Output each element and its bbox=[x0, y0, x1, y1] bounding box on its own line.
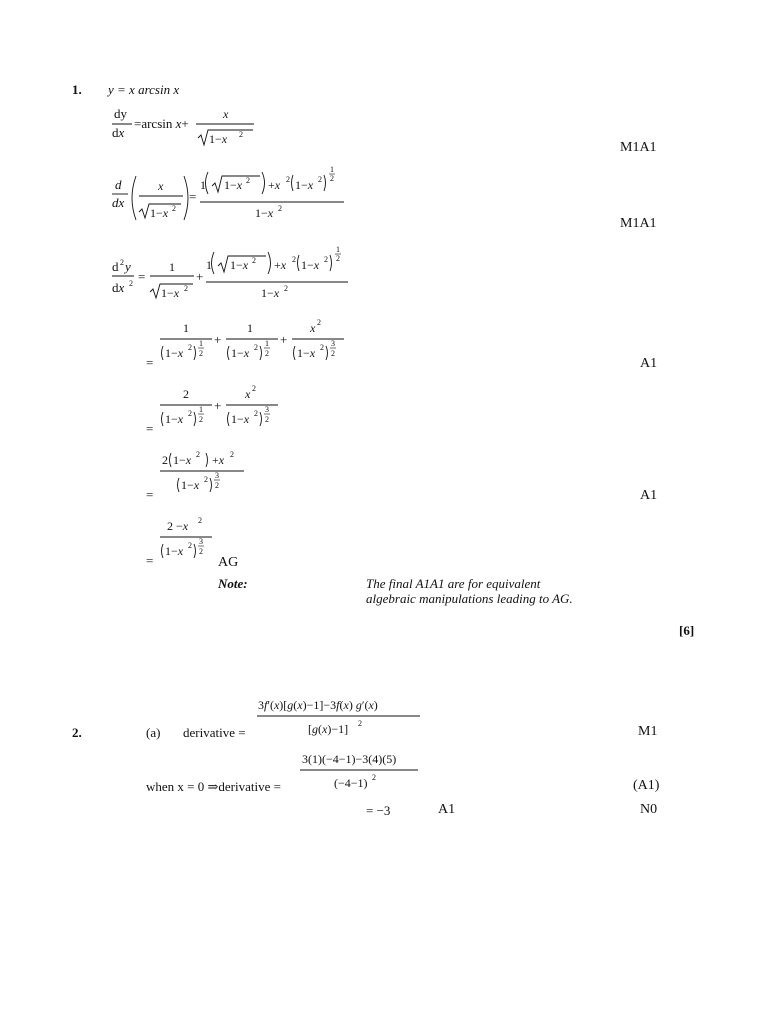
svg-text:2: 2 bbox=[254, 343, 258, 352]
svg-text:3: 3 bbox=[199, 537, 203, 546]
svg-text:2: 2 bbox=[199, 349, 203, 358]
first-derivative-equation bbox=[108, 104, 268, 150]
svg-text:2: 2 bbox=[252, 256, 256, 265]
question-2-number: 2. bbox=[72, 725, 82, 740]
svg-text:2: 2 bbox=[358, 719, 362, 728]
svg-text:+: + bbox=[280, 332, 288, 347]
svg-text:2: 2 bbox=[188, 343, 192, 352]
svg-text:1: 1 bbox=[265, 339, 269, 348]
svg-text:2: 2 bbox=[162, 453, 168, 467]
svg-text:1: 1 bbox=[169, 260, 175, 274]
svg-text:+x: +x bbox=[268, 178, 281, 192]
svg-text:x: x bbox=[245, 387, 251, 401]
svg-text:1−x: 1−x bbox=[165, 346, 184, 360]
substituted-expression bbox=[296, 744, 426, 794]
simplification-step-1 bbox=[140, 312, 360, 372]
svg-text:2: 2 bbox=[330, 174, 334, 183]
svg-text:d: d bbox=[112, 259, 119, 274]
svg-text:1−x: 1−x bbox=[295, 178, 314, 192]
svg-text:2: 2 bbox=[292, 255, 296, 264]
svg-text:1−x: 1−x bbox=[161, 286, 180, 300]
question-1-statement: y = x arcsin x bbox=[108, 82, 180, 97]
svg-text:1: 1 bbox=[206, 258, 212, 272]
svg-text:2: 2 bbox=[286, 175, 290, 184]
svg-text:1: 1 bbox=[199, 339, 203, 348]
svg-text:x: x bbox=[310, 321, 316, 335]
svg-text:2: 2 bbox=[324, 255, 328, 264]
mark-q2-line2: (A1) bbox=[633, 778, 660, 793]
svg-text:3(1)(−4−1)−3(4)(5): 3(1)(−4−1)−3(4)(5) bbox=[302, 752, 397, 766]
svg-text:2: 2 bbox=[254, 409, 258, 418]
svg-text:2: 2 bbox=[336, 254, 340, 263]
svg-text:1−x: 1−x bbox=[165, 412, 184, 426]
derivative-label: derivative = bbox=[183, 725, 246, 740]
mark-q2-line3: N0 bbox=[640, 802, 658, 817]
simplification-step-3 bbox=[140, 444, 260, 504]
svg-text:1−x: 1−x bbox=[224, 178, 243, 192]
svg-text:2: 2 bbox=[320, 343, 324, 352]
svg-text:1: 1 bbox=[336, 245, 340, 254]
simplification-step-2 bbox=[140, 378, 290, 438]
svg-text:2: 2 bbox=[196, 450, 200, 459]
svg-text:+x: +x bbox=[212, 453, 225, 467]
svg-text:2: 2 bbox=[239, 130, 243, 139]
answer-given-label: AG bbox=[218, 555, 239, 570]
svg-text:1−x: 1−x bbox=[261, 286, 280, 300]
svg-text:[g(x)−1]: [g(x)−1] bbox=[308, 722, 349, 736]
note-label: Note: bbox=[218, 576, 248, 591]
quotient-derivative-equation bbox=[108, 160, 358, 232]
svg-text:dx: dx bbox=[112, 280, 125, 295]
result-mark: A1 bbox=[438, 802, 456, 817]
mark-q1-line2: M1A1 bbox=[620, 216, 657, 231]
svg-text:2: 2 bbox=[246, 176, 250, 185]
svg-text:1−x: 1−x bbox=[231, 412, 250, 426]
svg-text:1−x: 1−x bbox=[255, 206, 274, 220]
svg-text:dy: dy bbox=[114, 106, 127, 121]
svg-text:2: 2 bbox=[372, 773, 376, 782]
svg-text:2: 2 bbox=[184, 284, 188, 293]
mark-q1-line4: A1 bbox=[640, 488, 658, 503]
svg-text:x: x bbox=[158, 179, 164, 193]
svg-text:x: x bbox=[223, 107, 229, 121]
svg-text:=arcsin x+: =arcsin x+ bbox=[134, 116, 189, 131]
svg-text:2: 2 bbox=[120, 258, 124, 267]
svg-text:y: y bbox=[125, 259, 131, 274]
mark-q1-line1: M1A1 bbox=[620, 140, 657, 155]
note-text: The final A1A1 are for equivalent algebraic manipulations leading to AG. bbox=[366, 576, 573, 606]
svg-text:2: 2 bbox=[129, 279, 133, 288]
when-x-zero-label: when x = 0 ⇒derivative = bbox=[146, 779, 281, 794]
svg-text:3: 3 bbox=[215, 471, 219, 480]
svg-text:1−x: 1−x bbox=[150, 206, 169, 220]
svg-text:=: = bbox=[138, 269, 146, 284]
svg-text:+: + bbox=[196, 269, 204, 284]
svg-text:1−x: 1−x bbox=[301, 258, 320, 272]
svg-text:1: 1 bbox=[330, 165, 334, 174]
svg-text:2: 2 bbox=[198, 516, 202, 525]
svg-text:3: 3 bbox=[265, 405, 269, 414]
svg-text:=: = bbox=[146, 355, 154, 370]
svg-text:+: + bbox=[214, 332, 222, 347]
svg-text:2 −x: 2 −x bbox=[167, 519, 189, 533]
svg-text:2: 2 bbox=[199, 547, 203, 556]
second-derivative-equation bbox=[108, 238, 358, 310]
svg-text:1: 1 bbox=[199, 405, 203, 414]
svg-text:1−x: 1−x bbox=[181, 478, 200, 492]
svg-text:2: 2 bbox=[188, 541, 192, 550]
svg-text:1−x: 1−x bbox=[165, 544, 184, 558]
svg-text:2: 2 bbox=[318, 175, 322, 184]
final-result-equation bbox=[140, 510, 220, 570]
svg-text:1−x: 1−x bbox=[209, 132, 228, 146]
svg-text:2: 2 bbox=[331, 349, 335, 358]
svg-text:1−x: 1−x bbox=[231, 346, 250, 360]
question-2-part-a: (a) bbox=[146, 725, 161, 740]
svg-text:2: 2 bbox=[317, 318, 321, 327]
svg-text:1−x: 1−x bbox=[297, 346, 316, 360]
quotient-rule-expression bbox=[252, 690, 427, 742]
svg-text:2: 2 bbox=[252, 384, 256, 393]
svg-text:2: 2 bbox=[199, 415, 203, 424]
svg-text:+x: +x bbox=[274, 258, 287, 272]
svg-text:2: 2 bbox=[172, 204, 176, 213]
result-value: = −3 bbox=[366, 803, 391, 818]
svg-text:3f′(x)[g(x)−1]−3f(x) g′(x): 3f′(x)[g(x)−1]−3f(x) g′(x) bbox=[258, 698, 378, 712]
svg-text:2: 2 bbox=[215, 481, 219, 490]
question-1-number: 1. bbox=[72, 82, 82, 97]
svg-text:dx: dx bbox=[112, 195, 125, 210]
svg-text:(−4−1): (−4−1) bbox=[334, 776, 368, 790]
svg-text:2: 2 bbox=[230, 450, 234, 459]
svg-text:1: 1 bbox=[183, 321, 189, 335]
svg-text:2: 2 bbox=[183, 387, 189, 401]
svg-text:1: 1 bbox=[247, 321, 253, 335]
svg-text:3: 3 bbox=[331, 339, 335, 348]
svg-text:1−x: 1−x bbox=[230, 258, 249, 272]
svg-text:=: = bbox=[189, 189, 197, 204]
svg-text:2: 2 bbox=[265, 349, 269, 358]
svg-text:1: 1 bbox=[200, 178, 206, 192]
svg-text:=: = bbox=[146, 553, 154, 568]
svg-text:2: 2 bbox=[188, 409, 192, 418]
svg-text:2: 2 bbox=[284, 284, 288, 293]
mark-q1-line3: A1 bbox=[640, 356, 658, 371]
svg-text:1−x: 1−x bbox=[173, 453, 192, 467]
svg-text:2: 2 bbox=[265, 415, 269, 424]
svg-text:dx: dx bbox=[112, 125, 125, 140]
svg-text:+: + bbox=[214, 398, 222, 413]
svg-text:=: = bbox=[146, 421, 154, 436]
svg-text:2: 2 bbox=[278, 204, 282, 213]
mark-q2-line1: M1 bbox=[638, 724, 658, 739]
question-1-total-marks: [6] bbox=[679, 623, 695, 638]
svg-text:=: = bbox=[146, 487, 154, 502]
svg-text:2: 2 bbox=[204, 475, 208, 484]
svg-text:d: d bbox=[115, 177, 122, 192]
